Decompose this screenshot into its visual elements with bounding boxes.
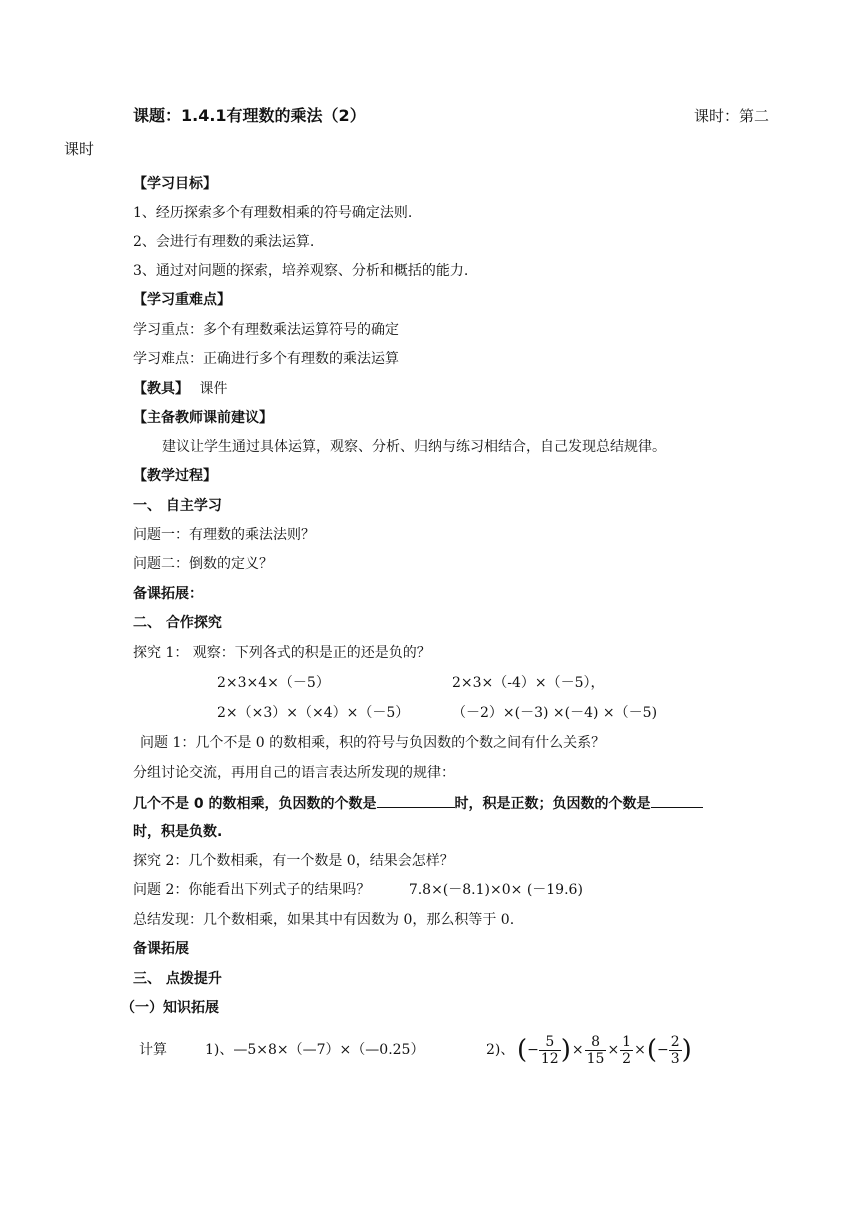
section-3-title: 三、 点拨提升 (133, 971, 222, 987)
fill-blank[interactable] (377, 793, 455, 808)
numerator: 2 (670, 1033, 680, 1050)
lesson-period-continued: 课时 (64, 140, 95, 158)
calc-label: 计算 (139, 1042, 167, 1058)
tools-heading: 【教具】 (133, 381, 189, 397)
lesson-title: 课题：1.4.1有理数的乘法（2） (133, 106, 366, 125)
times-sign: × (607, 1042, 620, 1058)
prep-extension-2: 备课拓展 (133, 941, 189, 957)
objectives-heading: 【学习目标】 (133, 176, 217, 192)
explore-1: 探究 1： 观察：下列各式的积是正的还是负的？ (133, 645, 431, 661)
objective-item: 2、会进行有理数的乘法运算. (133, 234, 315, 250)
minus-sign: − (527, 1042, 539, 1058)
denominator: 2 (622, 1050, 632, 1067)
rule-text: 几个不是 0 的数相乘，负因数的个数是 (133, 796, 377, 812)
expression: 2×（×3）×（×4）×（－5） (217, 705, 410, 721)
calc-expression-2 (517, 1026, 692, 1074)
explore-2: 探究 2：几个数相乘，有一个数是 0，结果会怎样？ (133, 853, 454, 869)
question-one: 问题一：有理数的乘法法则？ (133, 527, 315, 543)
fraction (669, 1034, 682, 1067)
rule-text: 时，积是负数. (133, 824, 223, 840)
advice-text: 建议让学生通过具体运算，观察、分析、归纳与练习相结合，自己发现总结规律。 (162, 439, 666, 455)
question-2-label: 问题 2：你能看出下列式子的结果吗？ (133, 882, 371, 898)
calc-expression-1: 1)、—5×8×（—7）×（—0.25） (205, 1042, 425, 1058)
times-sign: × (571, 1042, 584, 1058)
process-heading: 【教学过程】 (133, 468, 217, 484)
section-3-subtitle: （一）知识拓展 (121, 1000, 219, 1016)
denominator: 3 (670, 1050, 680, 1067)
denominator: 12 (540, 1050, 559, 1067)
fraction (585, 1034, 607, 1067)
denominator: 15 (586, 1050, 605, 1067)
keypoints-heading: 【学习重难点】 (133, 292, 231, 308)
objective-item: 3、通过对问题的探索，培养观察、分析和概括的能力. (133, 263, 469, 279)
rule-text: 时，积是正数；负因数的个数是 (454, 796, 651, 812)
question-2 (133, 880, 583, 900)
discussion-prompt: 分组讨论交流，再用自己的语言表达所发现的规律： (133, 765, 455, 781)
calc-expression-2-label: 2)、 (486, 1042, 515, 1058)
fraction (620, 1034, 633, 1067)
key-difficulty: 学习难点：正确进行多个有理数的乘法运算 (133, 351, 399, 367)
advice-heading: 【主备教师课前建议】 (133, 410, 273, 426)
open-paren: ( (646, 1035, 657, 1065)
expression: 2×3×4×（－5） (217, 675, 330, 691)
numerator: 8 (585, 1034, 607, 1051)
objective-item: 1、经历探索多个有理数相乘的符号确定法则. (133, 205, 413, 221)
lesson-period: 课时：第二 (694, 107, 770, 125)
numerator: 1 (622, 1033, 632, 1050)
times-sign: × (634, 1042, 646, 1058)
question-2-expression: 7.8×(－8.1)×0× (－19.6) (408, 882, 583, 898)
tools-value: 课件 (199, 381, 228, 397)
tools-line (133, 379, 227, 399)
close-paren: ) (560, 1035, 571, 1065)
summary: 总结发现：几个数相乘，如果其中有因数为 0，那么积等于 0. (133, 912, 515, 928)
fraction (539, 1034, 561, 1067)
fill-blank[interactable] (651, 793, 703, 808)
open-paren: ( (517, 1035, 528, 1065)
key-focus: 学习重点：多个有理数乘法运算符号的确定 (133, 322, 399, 338)
rule-line (133, 793, 703, 814)
prep-extension: 备课拓展： (133, 586, 203, 602)
close-paren: ) (681, 1035, 692, 1065)
section-2-title: 二、 合作探究 (133, 615, 222, 631)
section-1-title: 一、 自主学习 (133, 498, 222, 514)
expression: 2×3×（-4）×（－5）， (452, 675, 605, 691)
question-1: 问题 1：几个不是 0 的数相乘，积的符号与负因数的个数之间有什么关系？ (140, 735, 606, 751)
minus-sign: − (656, 1042, 669, 1058)
numerator: 5 (539, 1034, 561, 1051)
question-two: 问题二：倒数的定义？ (133, 556, 273, 572)
expression: （－2）×(－3) ×(－4) ×（－5) (452, 705, 658, 721)
